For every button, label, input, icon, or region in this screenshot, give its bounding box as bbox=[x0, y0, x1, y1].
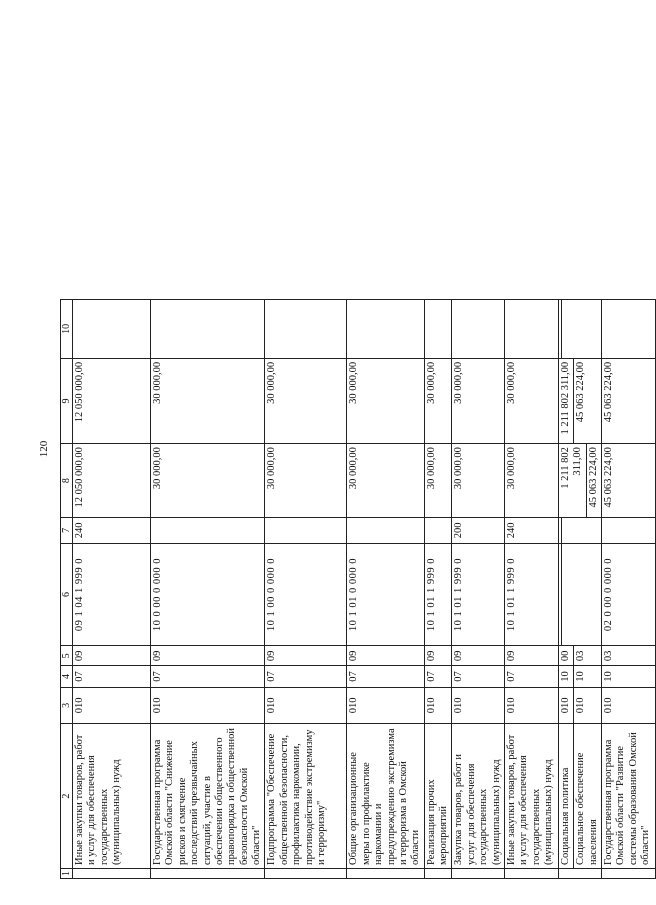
cell-c7 bbox=[265, 518, 347, 543]
cell-c7 bbox=[151, 518, 265, 543]
cell-c5: 09 bbox=[265, 646, 347, 666]
cell-c6: 10 1 00 0 000 0 bbox=[265, 543, 347, 646]
row-name: Общие организационные меры по профилактике наркомании и предупреждению экстремизма и терроризма в Омской области bbox=[347, 724, 424, 869]
cell-c10 bbox=[452, 300, 505, 359]
cell-c8: 30 000,00 bbox=[424, 444, 452, 518]
row-name: Государственная программа Омской области "Снижение рисков и смягчение последствий чрезвычайных ситуаций, участие в обеспечении общественного правопорядка и общественной безопасности Омской области" bbox=[151, 724, 265, 869]
cell-c9: 30 000,00 bbox=[424, 358, 452, 443]
cell-c5: 09 bbox=[424, 646, 452, 666]
cell-c8: 45 063 224,00 bbox=[602, 444, 656, 518]
cell-c10 bbox=[73, 300, 151, 359]
row-name: Социальное обеспечение населения bbox=[573, 724, 600, 868]
table-row bbox=[452, 300, 505, 879]
cell-c6-stack bbox=[558, 543, 601, 646]
cell-c8: 1 211 802 311,00 bbox=[559, 447, 584, 489]
cell-c3: 010 bbox=[559, 697, 571, 714]
cell-c7 bbox=[424, 518, 452, 543]
cell-c3: 010 bbox=[504, 687, 558, 724]
cell-c3-stack bbox=[558, 687, 601, 724]
cell-c6: 10 1 01 0 000 0 bbox=[347, 543, 424, 646]
cell-c5: 09 bbox=[151, 646, 265, 666]
col-header: 10 bbox=[61, 300, 73, 359]
col-header: 7 bbox=[61, 518, 73, 543]
table-row bbox=[151, 300, 265, 879]
row-name: Реализация прочих мероприятий bbox=[424, 724, 452, 869]
cell-c8: 30 000,00 bbox=[504, 444, 558, 518]
cell-c4: 07 bbox=[347, 666, 424, 687]
cell-c5: 09 bbox=[452, 646, 505, 666]
cell-c5: 03 bbox=[602, 646, 656, 666]
cell-c5: 09 bbox=[73, 646, 151, 666]
cell-c3: 010 bbox=[573, 688, 587, 724]
cell-c8: 30 000,00 bbox=[151, 444, 265, 518]
table-row-stacked bbox=[558, 300, 601, 879]
cell-c9: 30 000,00 bbox=[265, 358, 347, 443]
col-header: 1 bbox=[61, 869, 73, 879]
cell-c10 bbox=[424, 300, 452, 359]
cell-c6: 02 0 00 0 000 0 bbox=[602, 543, 656, 646]
row-name-stack bbox=[558, 724, 601, 869]
table-row bbox=[73, 300, 151, 879]
cell-c4: 10 bbox=[602, 666, 656, 687]
cell-c6: 10 1 01 1 999 0 bbox=[424, 543, 452, 646]
table-row bbox=[504, 300, 558, 879]
cell-c9: 45 063 224,00 bbox=[602, 358, 656, 443]
cell-c7 bbox=[347, 518, 424, 543]
col-header: 4 bbox=[61, 666, 73, 687]
cell-c3: 010 bbox=[151, 687, 265, 724]
cell-c3: 010 bbox=[424, 687, 452, 724]
cell-c4: 07 bbox=[151, 666, 265, 687]
cell-c3: 010 bbox=[347, 687, 424, 724]
cell-c7-stack bbox=[558, 518, 601, 543]
cell-c7 bbox=[602, 518, 656, 543]
cell-c8: 45 063 224,00 bbox=[586, 444, 600, 517]
row-name: Социальная политика bbox=[559, 767, 571, 865]
col-header: 8 bbox=[61, 444, 73, 518]
cell-c4: 07 bbox=[504, 666, 558, 687]
row-name: Подпрограмма "Обеспечение общественной безопасности, профилактика наркомании, противодействие экстремизму и терроризму" bbox=[265, 724, 347, 869]
cell-c3: 010 bbox=[73, 687, 151, 724]
cell-c9: 30 000,00 bbox=[452, 358, 505, 443]
cell-c4: 07 bbox=[452, 666, 505, 687]
cell-c10 bbox=[347, 300, 424, 359]
cell-c6: 09 1 04 1 999 0 bbox=[73, 543, 151, 646]
cell-c8: 12 050 000,00 bbox=[73, 444, 151, 518]
cell-c10 bbox=[602, 300, 656, 359]
cell-c10-stack bbox=[558, 300, 601, 359]
cell-c6: 10 0 00 0 000 0 bbox=[151, 543, 265, 646]
cell-c9: 30 000,00 bbox=[347, 358, 424, 443]
row-name: Закупка товаров, работ и услуг для обеспечения государственных (муниципальных) нужд bbox=[452, 724, 505, 869]
col-header: 3 bbox=[61, 687, 73, 724]
cell-c8: 30 000,00 bbox=[347, 444, 424, 518]
header-row bbox=[61, 300, 73, 879]
cell-c6: 10 1 01 1 999 0 bbox=[452, 543, 505, 646]
cell-c5: 00 bbox=[559, 650, 571, 662]
cell-c4: 10 bbox=[573, 666, 587, 686]
cell-c7: 200 bbox=[452, 518, 505, 543]
cell-c3: 010 bbox=[602, 687, 656, 724]
page-number: 120 bbox=[38, 440, 50, 458]
cell-c5: 09 bbox=[504, 646, 558, 666]
cell-c4: 07 bbox=[265, 666, 347, 687]
cell-c9: 1 211 802 311,00 bbox=[559, 361, 571, 435]
cell-c8: 30 000,00 bbox=[265, 444, 347, 518]
table-row bbox=[424, 300, 452, 879]
cell-c5-stack bbox=[558, 646, 601, 666]
col-header: 6 bbox=[61, 543, 73, 646]
table-row bbox=[602, 300, 656, 879]
cell-c5: 03 bbox=[573, 647, 587, 666]
cell-c5: 09 bbox=[347, 646, 424, 666]
cell-c8: 30 000,00 bbox=[452, 444, 505, 518]
cell-c4: 10 bbox=[559, 671, 571, 682]
row-name: Иные закупки товаров, работ и услуг для обеспечения государственных (муниципальных) нужд bbox=[504, 724, 558, 869]
cell-c4-stack bbox=[558, 666, 601, 687]
cell-c10 bbox=[265, 300, 347, 359]
budget-table bbox=[60, 299, 656, 879]
cell-c9: 45 063 224,00 bbox=[573, 359, 587, 443]
cell-c9: 30 000,00 bbox=[504, 358, 558, 443]
cell-c3: 010 bbox=[452, 687, 505, 724]
cell-c10 bbox=[504, 300, 558, 359]
cell-c9-stack bbox=[558, 358, 601, 443]
cell-c10 bbox=[151, 300, 265, 359]
cell-c9: 30 000,00 bbox=[151, 358, 265, 443]
cell-c7: 240 bbox=[504, 518, 558, 543]
col-header: 2 bbox=[61, 724, 73, 869]
cell-c3: 010 bbox=[265, 687, 347, 724]
cell-c4: 07 bbox=[73, 666, 151, 687]
cell-c6: 10 1 01 1 999 0 bbox=[504, 543, 558, 646]
cell-c7: 240 bbox=[73, 518, 151, 543]
cell-c9: 12 050 000,00 bbox=[73, 358, 151, 443]
cell-c8-stack bbox=[558, 444, 601, 518]
row-name: Государственная программа Омской области "Развитие системы образования Омской области" bbox=[602, 724, 656, 869]
table-row bbox=[347, 300, 424, 879]
cell-c4: 07 bbox=[424, 666, 452, 687]
col-header: 9 bbox=[61, 358, 73, 443]
row-name: Иные закупки товаров, работ и услуг для обеспечения государственных (муниципальных) нужд bbox=[73, 724, 151, 869]
col-header: 5 bbox=[61, 646, 73, 666]
table-row bbox=[265, 300, 347, 879]
